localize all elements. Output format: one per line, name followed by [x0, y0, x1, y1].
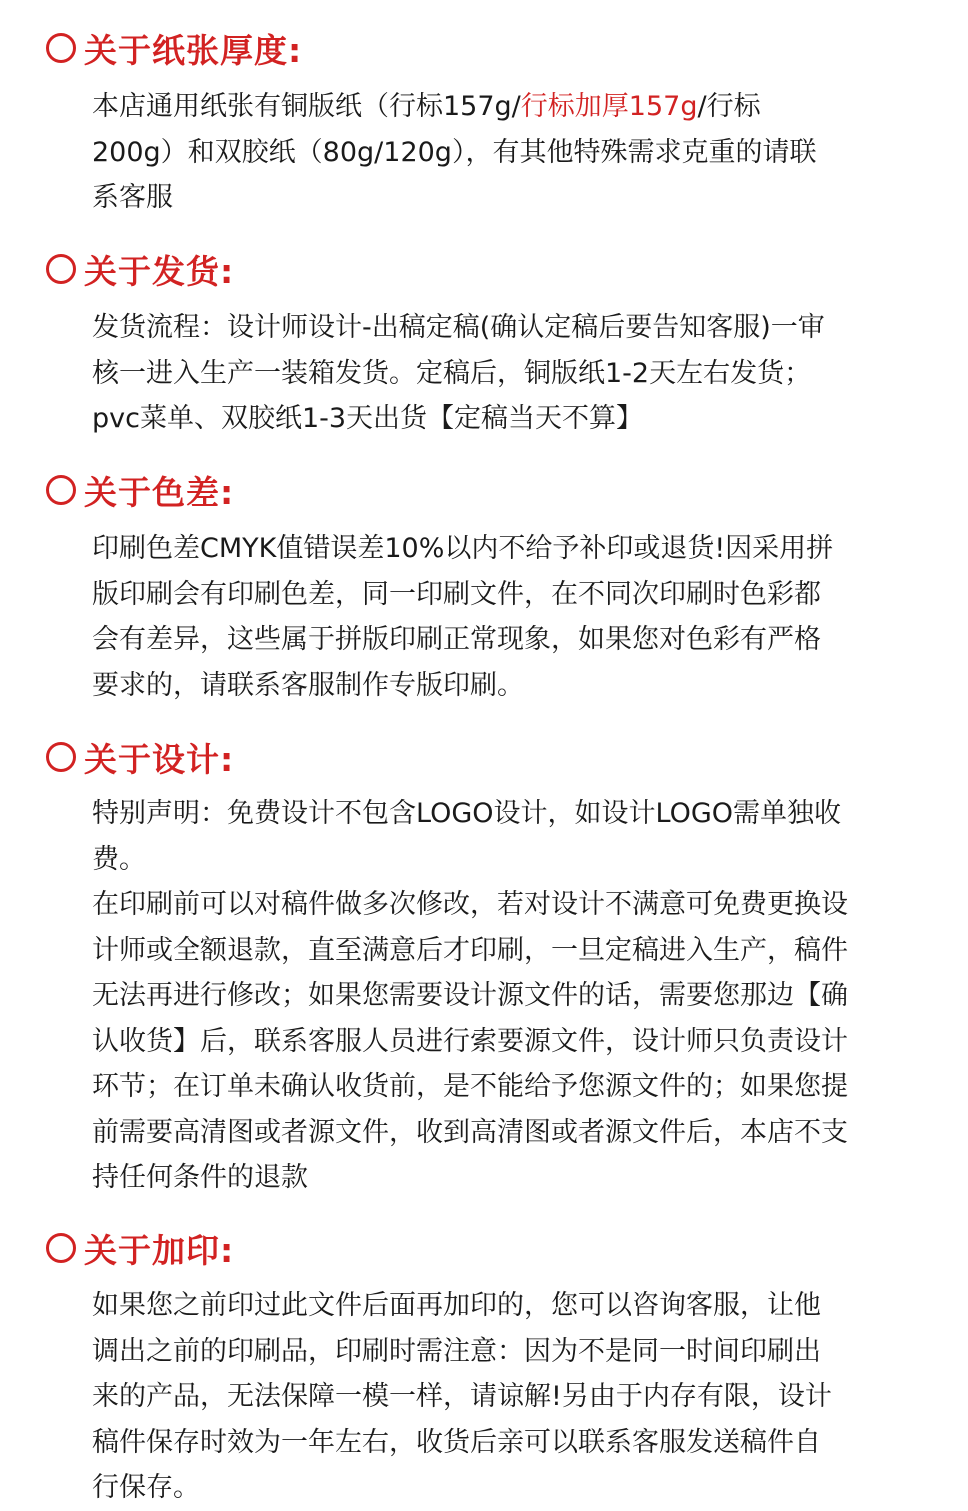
body-line: 系客服: [92, 182, 173, 213]
highlight-text: 行标加厚157g: [520, 91, 698, 122]
section-title: 关于色差:: [84, 472, 235, 512]
body-line: 核一进入生产一装箱发货。定稿后，铜版纸1-2天左右发货；: [92, 357, 812, 389]
section-title: 关于设计:: [84, 739, 235, 779]
body-line: 调出之前的印刷品，印刷时需注意：因为不是同一时间印刷出: [92, 1335, 821, 1367]
section-title: 关于发货:: [84, 251, 235, 291]
circle-icon: [46, 254, 76, 284]
circle-icon: [46, 742, 76, 772]
circle-icon: [46, 33, 76, 63]
body-line: 稿件保存时效为一年左右，收货后亲可以联系客服发送稿件自: [92, 1426, 821, 1458]
body-line: 要求的，请联系客服制作专版印刷。: [92, 669, 524, 701]
section-body: [92, 791, 912, 1201]
section-body: [92, 305, 912, 442]
body-text: /行标: [697, 91, 761, 122]
section-body: [92, 526, 912, 708]
body-line: 在印刷前可以对稿件做多次修改，若对设计不满意可免费更换设: [92, 889, 848, 920]
body-line: 来的产品，无法保障一模一样，请谅解!另由于内存有限，设计: [92, 1381, 832, 1412]
body-line: 发货流程：设计师设计-出稿定稿(确认定稿后要告知客服)一审: [92, 312, 825, 343]
section-heading: [46, 245, 234, 293]
body-line: 认收货】后，联系客服人员进行索要源文件，设计师只负责设计: [92, 1025, 848, 1057]
body-line: 版印刷会有印刷色差，同一印刷文件，在不同次印刷时色彩都: [92, 578, 821, 610]
body-line: 环节；在订单未确认收货前，是不能给予您源文件的；如果您提: [92, 1071, 848, 1102]
section-body: [92, 84, 912, 221]
body-line: 费。: [92, 843, 146, 875]
section-title: 关于纸张厚度:: [84, 30, 303, 70]
body-line: 如果您之前印过此文件后面再加印的，您可以咨询客服，让他: [92, 1290, 821, 1321]
section-heading: [46, 466, 234, 514]
body-line: 会有差异，这些属于拼版印刷正常现象，如果您对色彩有严格: [92, 624, 821, 655]
body-line: 前需要高清图或者源文件，收到高清图或者源文件后，本店不支: [92, 1116, 848, 1148]
section-title: 关于加印:: [84, 1230, 235, 1270]
body-line: 持任何条件的退款: [92, 1162, 308, 1193]
body-line: 行保存。: [92, 1472, 200, 1503]
body-line: 印刷色差CMYK值错误差10%以内不给予补印或退货!因采用拼: [92, 533, 834, 564]
circle-icon: [46, 475, 76, 505]
section-heading: [46, 24, 302, 72]
body-line: 计师或全额退款，直至满意后才印刷，一旦定稿进入生产，稿件: [92, 934, 848, 966]
body-line: pvc菜单、双胶纸1-3天出货【定稿当天不算】: [92, 403, 644, 434]
body-text: 本店通用纸张有铜版纸（行标157g/: [92, 91, 521, 122]
circle-icon: [46, 1233, 76, 1263]
section-heading: [46, 1224, 234, 1272]
section-body: [92, 1283, 912, 1511]
body-line: 无法再进行修改；如果您需要设计源文件的话，需要您那边【确: [92, 980, 848, 1011]
section-heading: [46, 733, 234, 781]
body-line: 200g）和双胶纸（80g/120g），有其他特殊需求克重的请联: [92, 136, 817, 168]
body-line: 特别声明：免费设计不包含LOGO设计，如设计LOGO需单独收: [92, 798, 842, 829]
body-line: [92, 84, 912, 130]
